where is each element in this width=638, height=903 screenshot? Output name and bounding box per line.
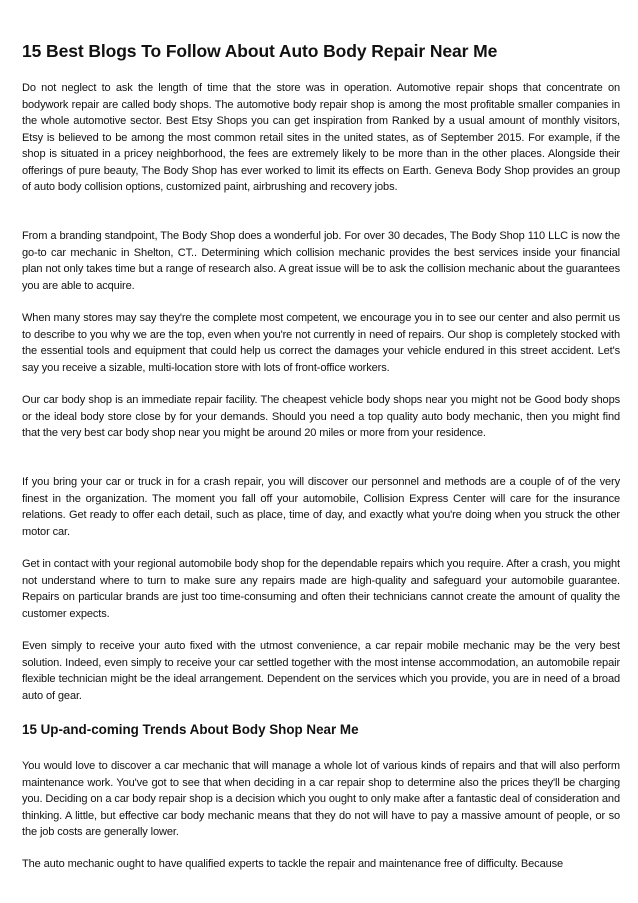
paragraph-6: Get in contact with your regional automobile body shop for the dependable repairs which you require. After a crash, you might not understand where to turn to make sure any repairs made are high-quality and safeguard your automobile guarantee. Repairs on particular brands are just too time-consuming and often their technicians cannot create the amount of quality the customer expects. [22,558,620,620]
paragraph-8: You would love to discover a car mechanic that will manage a whole lot of various kinds of repairs and that will also perform maintenance work. You've got to see that when deciding in a car repair shop to determine also the prices they'll be charging you. Deciding on a car body repair shop is a decision which you ought to only make after a fantastic deal of consideration and thinking. A little, but effective car body mechanic means that they do not will have to pay a massive amount of people, or so the job costs are generally lower. [22,760,620,838]
paragraph-1: Do not neglect to ask the length of time that the store was in operation. Automotive repair shops that concentrate on bodywork repair are called body shops. The automotive body repair shop is among the most profitable smaller companies in the whole automotive sector. Best Etsy Shops you can get inspiration from Ranked by a usual amount of monthly visitors, Etsy is believed to be among the most common retail sites in the united states, as of September 2015. For example, if the shop is situated in a pricey neighborhood, the fees are extremely likely to be more than in the other places. Alongside their offerings of pure beauty, The Body Shop has ever worked to limit its effects on Earth. Geneva Body Shop provides an group of auto body collision options, customized paint, airbrushing and recovery jobs. [22,82,620,193]
paragraph-9: The auto mechanic ought to have qualified experts to tackle the repair and maintenance free of difficulty. Because [22,858,564,870]
paragraph-3: When many stores may say they're the complete most competent, we encourage you in to see our center and also permit us to describe to you why we are the top, even when you're not currently in need of repairs. Our shop is completely stocked with the essential tools and equipment that could help us correct the damages your vehicle endured in this street accident. Let's say you receive a sizable, multi-location store with lots of front-office workers. [22,312,620,374]
paragraph-5: If you bring your car or truck in for a crash repair, you will discover our personnel and methods are a couple of of the very finest in the organization. The moment you fall off your automobile, Collision Express Center will care for the insurance relations. Get ready to offer each detail, such as place, time of day, and exactly what you're doing when you struck the other motor car. [22,476,620,538]
section-subheading: 15 Up-and-coming Trends About Body Shop Near Me [22,722,359,737]
paragraph-2: From a branding standpoint, The Body Shop does a wonderful job. For over 30 decades, The Body Shop 110 LLC is now the go-to car mechanic in Shelton, CT.. Determining which collision mechanic provides the best services inside your financial plan not only takes time but a range of research also. A great issue will be to ask the collision mechanic about the guarantees you are able to acquire. [22,230,620,292]
paragraph-4: Our car body shop is an immediate repair facility. The cheapest vehicle body shops near you might not be Good body shops or the ideal body store close by for your demands. Should you need a top quality auto body mechanic, then you might find that the very best car body shop near you might be around 20 miles or more from your residence. [22,394,620,439]
article-title: 15 Best Blogs To Follow About Auto Body Repair Near Me [22,41,498,61]
paragraph-7: Even simply to receive your auto fixed with the utmost convenience, a car repair mobile mechanic may be the very best solution. Indeed, even simply to receive your car settled together with the most intense accommodation, an automobile repair flexible technician might be the ideal arrangement. Dependent on the services which you provide, you are in need of a broad auto of gear. [22,640,620,702]
